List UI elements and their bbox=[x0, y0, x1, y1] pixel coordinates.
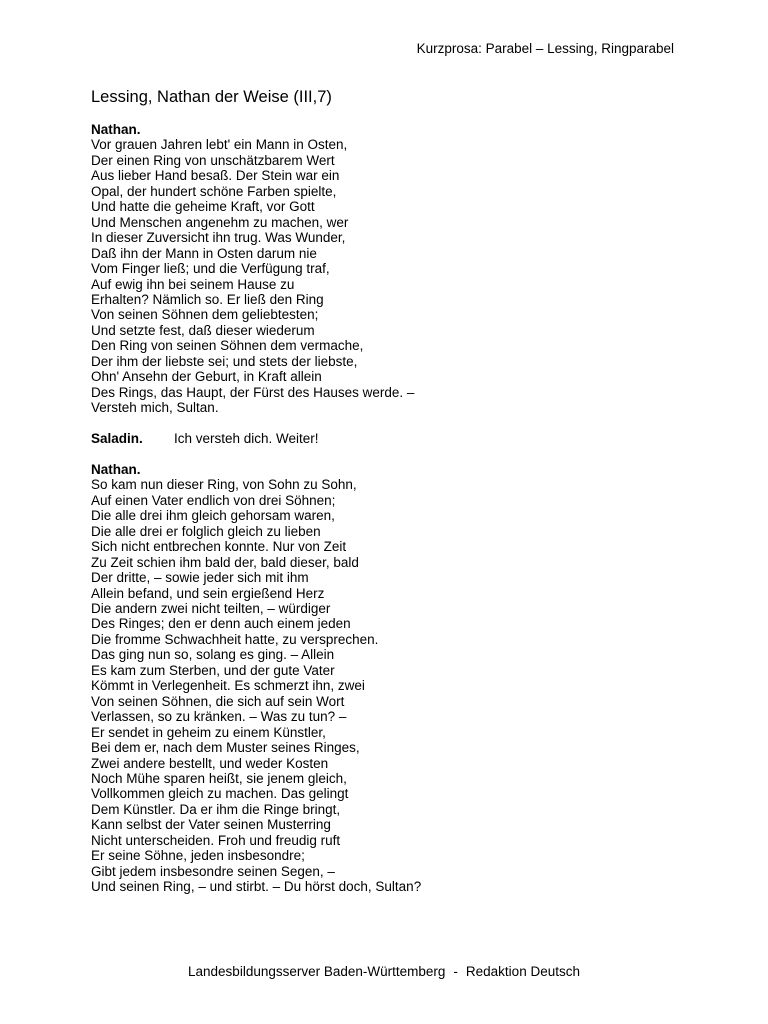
verse-line: Des Ringes; den er denn auch einem jeden bbox=[91, 616, 351, 632]
verse-line: Kömmt in Verlegenheit. Es schmerzt ihn, zwei bbox=[91, 678, 365, 694]
verse-line: Die andern zwei nicht teilten, – würdiger bbox=[91, 601, 331, 617]
verse-line: Bei dem er, nach dem Muster seines Ringes, bbox=[91, 740, 360, 756]
footer-publisher: Landesbildungsserver Baden-Württemberg bbox=[188, 964, 446, 979]
verse-line: Noch Mühe sparen heißt, sie jenem gleich, bbox=[91, 771, 347, 786]
speech-nathan-1 bbox=[91, 122, 691, 416]
footer-editor: Redaktion Deutsch bbox=[465, 964, 580, 979]
speech-text: Ich versteh dich. Weiter! bbox=[174, 431, 319, 447]
verse-line: Das ging nun so, solang es ging. – Allein bbox=[91, 647, 335, 663]
document-title: Lessing, Nathan der Weise (III,7) bbox=[91, 88, 332, 106]
page-header: Kurzprosa: Parabel – Lessing, Ringparabel bbox=[416, 41, 674, 56]
verse-line: Vollkommen gleich zu machen. Das gelingt bbox=[91, 786, 349, 802]
verse-line: Auf ewig ihn bei seinem Hause zu bbox=[91, 276, 295, 292]
verse-line: Der dritte, – sowie jeder sich mit ihm bbox=[91, 570, 309, 586]
verse-line: Versteh mich, Sultan. bbox=[91, 400, 219, 416]
verse-line: Zwei andere bestellt, und weder Kosten bbox=[91, 755, 329, 771]
verse-line: So kam nun dieser Ring, von Sohn zu Sohn, bbox=[91, 477, 357, 493]
verse-line: Es kam zum Sterben, und der gute Vater bbox=[91, 662, 335, 678]
verse-line: Daß ihn der Mann in Osten darum nie bbox=[91, 245, 317, 261]
verse-lines bbox=[91, 477, 691, 894]
verse-line: Kann selbst der Vater seinen Musterring bbox=[91, 817, 331, 833]
verse-line: In dieser Zuversicht ihn trug. Was Wunder, bbox=[91, 230, 346, 246]
spacer bbox=[91, 416, 691, 431]
verse-line: Sich nicht entbrechen konnte. Nur von Zeit bbox=[91, 539, 347, 555]
speech-nathan-2 bbox=[91, 462, 691, 895]
verse-line: Verlassen, so zu kränken. – Was zu tun? – bbox=[91, 709, 347, 725]
verse-line: Aus lieber Hand besaß. Der Stein war ein bbox=[91, 168, 340, 184]
verse-line: Den Ring von seinen Söhnen dem vermache, bbox=[91, 338, 364, 354]
verse-line: Die alle drei ihm gleich gehorsam waren, bbox=[91, 508, 335, 524]
verse-line: Vor grauen Jahren lebt' ein Mann in Osten, bbox=[91, 137, 348, 153]
speaker-name: Saladin. bbox=[91, 431, 143, 447]
page-footer bbox=[0, 964, 768, 980]
verse-lines bbox=[91, 137, 691, 415]
verse-line: Der ihm der liebste sei; und stets der liebste, bbox=[91, 353, 358, 369]
verse-line: Die fromme Schwachheit hatte, zu versprechen. bbox=[91, 631, 379, 647]
verse-line: Und setzte fest, daß dieser wiederum bbox=[91, 322, 315, 338]
verse-line: Der einen Ring von unschätzbarem Wert bbox=[91, 152, 335, 168]
verse-line: Vom Finger ließ; und die Verfügung traf, bbox=[91, 261, 330, 277]
verse-line: Er sendet in geheim zu einem Künstler, bbox=[91, 724, 326, 740]
verse-line: Die alle drei er folglich gleich zu lieben bbox=[91, 523, 321, 539]
verse-line: Er seine Söhne, jeden insbesondre; bbox=[91, 848, 305, 864]
spacer bbox=[91, 447, 691, 462]
verse-line: Opal, der hundert schöne Farben spielte, bbox=[91, 183, 337, 199]
verse-line: Auf einen Vater endlich von drei Söhnen; bbox=[91, 492, 336, 508]
verse-line: Gibt jedem insbesondre seinen Segen, – bbox=[91, 863, 335, 879]
verse-line: Von seinen Söhnen dem geliebtesten; bbox=[91, 307, 319, 323]
verse-line: Und Menschen angenehm zu machen, wer bbox=[91, 214, 349, 230]
verse-line: Allein befand, und sein ergießend Herz bbox=[91, 585, 325, 601]
verse-line: Von seinen Söhnen, die sich auf sein Wort bbox=[91, 693, 345, 709]
verse-line: Erhalten? Nämlich so. Er ließ den Ring bbox=[91, 291, 324, 307]
verse-line: Dem Künstler. Da er ihm die Ringe bringt, bbox=[91, 801, 341, 817]
document-body bbox=[91, 122, 691, 895]
speaker-name: Nathan. bbox=[91, 461, 141, 477]
verse-line: Ohn' Ansehn der Geburt, in Kraft allein bbox=[91, 369, 322, 385]
footer-separator: - bbox=[453, 964, 458, 979]
verse-line: Und hatte die geheime Kraft, vor Gott bbox=[91, 199, 315, 215]
verse-line: Und seinen Ring, – und stirbt. – Du hörst doch, Sultan? bbox=[91, 879, 422, 895]
verse-line: Zu Zeit schien ihm bald der, bald dieser, bald bbox=[91, 554, 359, 570]
speech-saladin bbox=[91, 431, 691, 446]
verse-line: Des Rings, das Haupt, der Fürst des Hauses werde. – bbox=[91, 384, 415, 400]
verse-line: Nicht unterscheiden. Froh und freudig ruft bbox=[91, 832, 341, 848]
speaker-name: Nathan. bbox=[91, 122, 141, 137]
